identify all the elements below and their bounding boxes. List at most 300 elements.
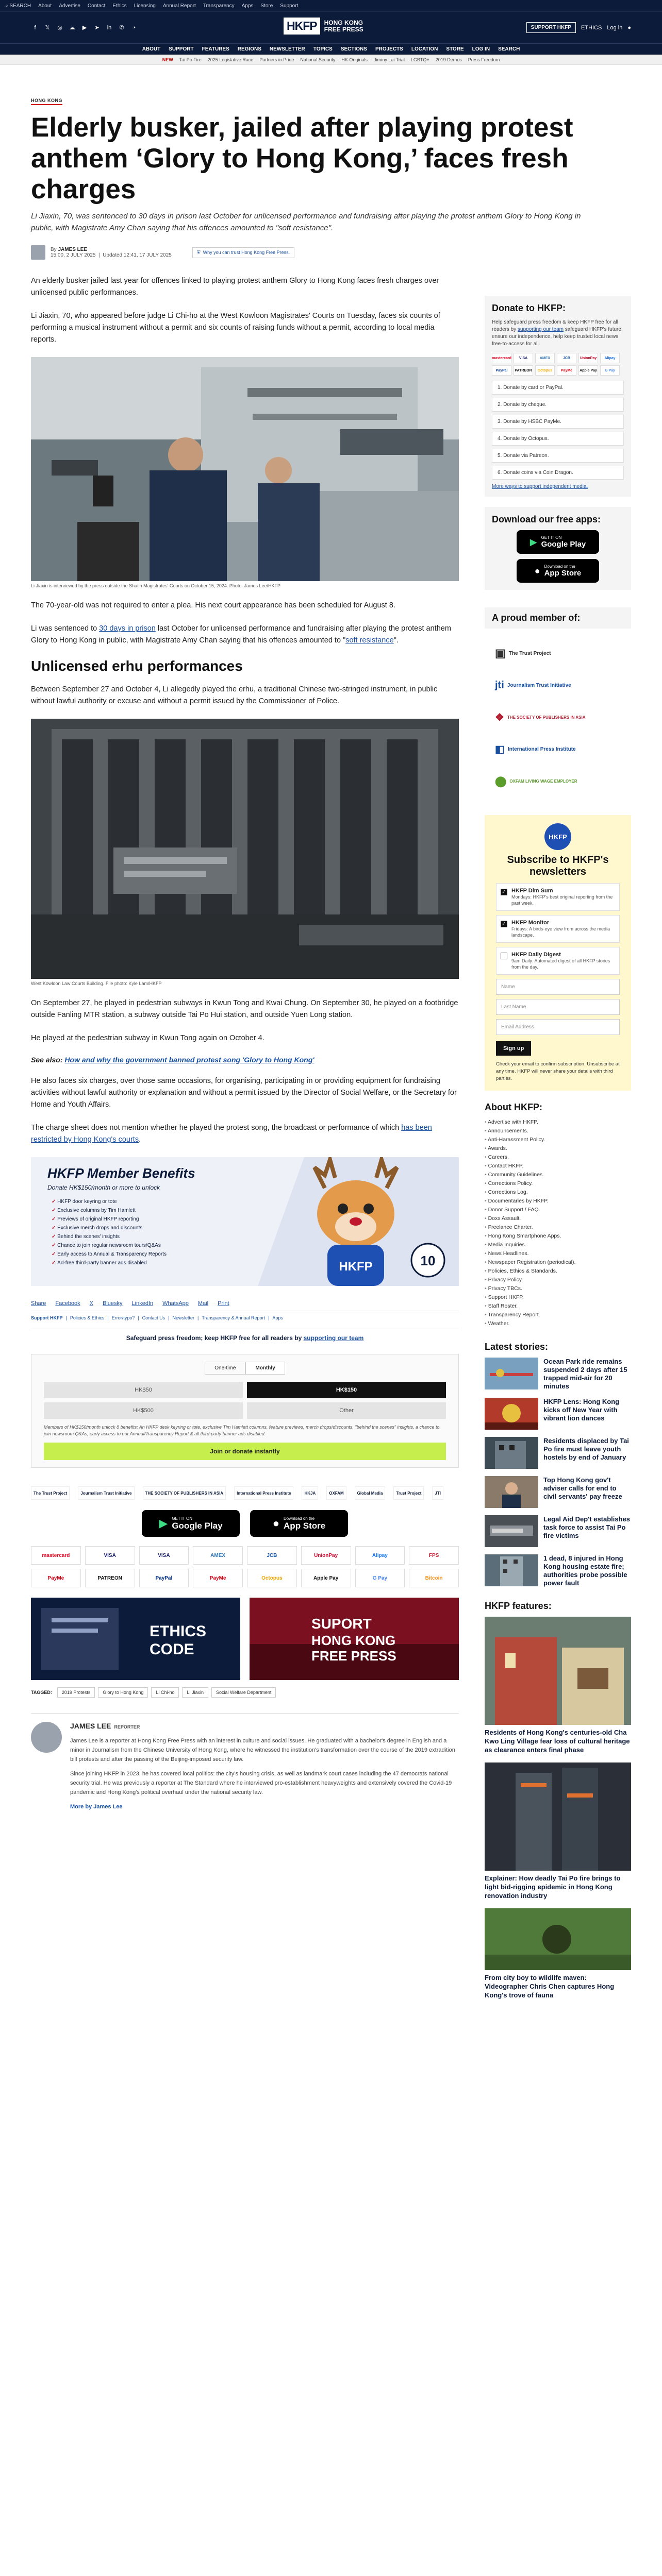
about-link[interactable]: • Community Guidelines.	[485, 1171, 631, 1179]
tags-label: TAGGED:	[31, 1690, 52, 1695]
feature-art-wildlife	[485, 1908, 631, 1970]
trust-badge[interactable]	[192, 247, 294, 258]
donate-box	[485, 296, 631, 497]
sopa-logo[interactable]: THE SOCIETY OF PUBLISHERS IN ASIA	[143, 1486, 226, 1500]
about-link[interactable]: • Anti-Harassment Policy.	[485, 1136, 631, 1144]
subnav-item[interactable]: HK Originals	[341, 57, 368, 62]
donate-option-card[interactable]: 1. Donate by card or PayPal.	[492, 381, 624, 395]
subheading: Unlicensed erhu performances	[31, 658, 243, 674]
story-thumbnail	[485, 1358, 538, 1389]
paragraph	[31, 1122, 459, 1146]
visa-icon[interactable]: VISA	[85, 1546, 135, 1565]
support-banner[interactable]	[250, 1598, 459, 1680]
join-donate-button[interactable]: Join or donate instantly	[44, 1443, 446, 1460]
share-mail[interactable]: Mail	[197, 1300, 209, 1307]
shield-icon: ⛨	[196, 249, 201, 255]
photo-caption: Li Jiaxin is interviewed by the press outside the Shatin Magistrates' Courts on October 15, 2024. Photo: James Lee/HKFP	[31, 583, 280, 588]
alipay-icon: Alipay	[600, 353, 620, 363]
oxfam-logo[interactable]	[495, 769, 621, 793]
instagram-icon[interactable]: ◎	[57, 25, 62, 31]
visa-icon: VISA	[514, 353, 533, 363]
inline-link[interactable]: 30 days in prison	[99, 624, 156, 633]
visa-icon[interactable]: VISA	[139, 1546, 189, 1565]
ipi-icon: ◧	[495, 743, 505, 755]
feature-title: Explainer: How deadly Tai Po fire brings to light bid-rigging epidemic in Hong Kong renovation industry	[485, 1874, 621, 1900]
ipi-logo[interactable]	[495, 737, 621, 761]
mascot-badge: HKFP	[339, 1260, 373, 1274]
features-title: HKFP features:	[485, 1601, 552, 1611]
as-small-text: Download on the	[544, 564, 575, 569]
trust-project-text: The Trust Project	[508, 650, 551, 656]
about-link[interactable]: • Support HKFP.	[485, 1293, 631, 1302]
article-lede: Li Jiaxin, 70, was sentenced to 30 days in prison last October for unlicensed performance and fundraising after playing the protest anthem Glory to Hong Kong in public, with Magistrate Amy Chan saying that his offences amounted to "soft resistance".	[31, 212, 581, 232]
subnav-item[interactable]: LGBTQ+	[410, 57, 429, 62]
signup-button[interactable]: Sign up	[496, 1041, 531, 1056]
about-link[interactable]: • Privacy Policy.	[485, 1276, 631, 1284]
about-link[interactable]: • Freelance Charter.	[485, 1223, 631, 1232]
about-link[interactable]: • Newspaper Registration (periodical).	[485, 1258, 631, 1267]
about-link[interactable]: • Announcements.	[485, 1127, 631, 1136]
photo-busker-interview	[31, 357, 459, 581]
trust-project-icon: ▣	[495, 647, 506, 659]
checkbox-checked[interactable]: ✓	[501, 889, 507, 895]
story-thumbnail	[485, 1437, 538, 1469]
inline-link[interactable]: soft resistance	[345, 636, 394, 645]
topbar-link-store[interactable]: Store	[260, 3, 273, 9]
banner-fp-word: FREE PRESS	[311, 1648, 396, 1664]
header-actions	[526, 22, 631, 33]
inline-link[interactable]: has been restricted by Hong Kong's courts	[31, 1124, 432, 1144]
by-label: By	[51, 247, 57, 252]
updated-date: Updated 12:41, 17 JULY 2025	[103, 252, 172, 258]
amex-icon[interactable]: AMEX	[193, 1546, 243, 1565]
feature-story[interactable]	[485, 1908, 631, 1999]
nl-option-title: HKFP Daily Digest	[511, 952, 561, 958]
text-run: .	[139, 1136, 141, 1144]
newsletter-note: Check your email to confirm subscription. Unsubscribe at any time. HKFP will never share your details with third parties.	[496, 1061, 620, 1081]
patreon-icon[interactable]: PATREON	[85, 1569, 135, 1587]
nav-projects[interactable]: PROJECTS	[375, 46, 403, 52]
about-link[interactable]: • Advertise with HKFP.	[485, 1118, 631, 1127]
apps-title: Download our free apps:	[492, 514, 601, 524]
subnav-item[interactable]: 2019 Demos	[435, 57, 462, 62]
share-print[interactable]: Print	[218, 1300, 229, 1307]
newsletter-option-dim-sum[interactable]	[496, 883, 620, 911]
about-link[interactable]: • Documentaries by HKFP.	[485, 1197, 631, 1206]
amount-other[interactable]: Other	[247, 1402, 446, 1419]
donate-text-run: safeguard HKFP's future, ensure our independence, help keep trusted local news free-to-access for all.	[492, 327, 623, 347]
tag[interactable]: Social Welfare Department	[211, 1687, 276, 1698]
jti-logo-2[interactable]: JTI	[432, 1486, 443, 1500]
trust-project-logo-2[interactable]: Trust Project	[393, 1486, 424, 1500]
newsletter-title: Subscribe to HKFP's newsletters	[507, 854, 609, 877]
about-link[interactable]: • Media Inquiries.	[485, 1241, 631, 1249]
about-link[interactable]: • Policies, Ethics & Standards.	[485, 1267, 631, 1276]
thumb-art	[485, 1398, 538, 1430]
latest-story[interactable]	[485, 1398, 631, 1430]
subnav-item[interactable]: Partners in Pride	[259, 57, 294, 62]
about-links	[485, 1118, 631, 1328]
latest-story[interactable]	[485, 1358, 631, 1391]
share-linkedin[interactable]: LinkedIn	[131, 1300, 154, 1307]
topbar-link-apps[interactable]: Apps	[241, 3, 254, 9]
logo-line1: HONG KONG	[324, 19, 363, 26]
amount-150[interactable]: HK$150	[247, 1382, 446, 1398]
subnav-item[interactable]: Press Freedom	[468, 57, 500, 62]
youtube-icon[interactable]: ▶	[82, 25, 87, 31]
login-link[interactable]: Log in	[607, 24, 623, 31]
nav-regions[interactable]: REGIONS	[237, 46, 261, 52]
payme-icon[interactable]: PayMe	[31, 1569, 81, 1587]
latest-story[interactable]	[485, 1476, 631, 1508]
more-by-author-link[interactable]: More by James Lee	[70, 1804, 123, 1810]
newsletter-link[interactable]: Newsletter	[172, 1315, 194, 1320]
ethics-link[interactable]: ETHICS	[581, 24, 602, 31]
checkbox-checked[interactable]: ✓	[501, 921, 507, 927]
article-tags	[31, 1687, 459, 1698]
google-play-icon: ▶	[159, 1517, 168, 1530]
donate-option-payme[interactable]: 3. Donate by HSBC PayMe.	[492, 415, 624, 429]
donate-option-patreon[interactable]: 5. Donate via Patreon.	[492, 449, 624, 463]
paragraph: He played at the pedestrian subway in Kwun Tong again on October 4.	[31, 1034, 264, 1042]
oxfam-icon: ⬤	[495, 775, 507, 787]
patreon-icon: PATREON	[514, 365, 533, 376]
logo-text	[324, 20, 363, 33]
about-link[interactable]: • Contact HKFP.	[485, 1162, 631, 1171]
unionpay-icon[interactable]: UnionPay	[301, 1546, 351, 1565]
promo-item: ✓ Chance to join regular newsroom tours/Q&As	[52, 1241, 167, 1250]
social-links	[31, 24, 138, 32]
transparency-link[interactable]: Transparency & Annual Report	[202, 1315, 266, 1320]
jcb-icon[interactable]: JCB	[247, 1546, 297, 1565]
trust-project-logo[interactable]	[495, 641, 621, 666]
jcb-icon: JCB	[557, 353, 576, 363]
photo-caption: West Kowloon Law Courts Building. File photo: Kyle Lam/HKFP	[31, 981, 162, 986]
tag[interactable]: Glory to Hong Kong	[98, 1687, 148, 1698]
octopus-icon[interactable]: Octopus	[247, 1569, 297, 1587]
section-label[interactable]: HONG KONG	[31, 98, 62, 105]
promo-item: ✓ Previews of original HKFP reporting	[52, 1215, 167, 1224]
hkja-logo[interactable]: HKJA	[302, 1486, 318, 1500]
payment-methods	[31, 1546, 459, 1587]
facebook-icon[interactable]: f	[34, 24, 36, 31]
support-links: Support HKFP | Policies & Ethics | Error/typo? | Contact Us | Newsletter | Transparency & Annual Report | Apps	[31, 1315, 283, 1320]
topbar-link-about[interactable]: About	[38, 3, 52, 9]
support-link[interactable]: Support HKFP	[31, 1315, 63, 1320]
author-box	[31, 1713, 459, 1811]
gp-small-text: GET IT ON	[172, 1516, 193, 1521]
member-title: A proud member of:	[485, 607, 631, 629]
app-download-buttons	[31, 1510, 459, 1537]
newsletter-box	[485, 815, 631, 1091]
tag[interactable]: 2019 Protests	[57, 1687, 95, 1698]
promo-item: ✓ Exclusive columns by Tim Hamlett	[52, 1206, 167, 1215]
sopa-logo[interactable]	[495, 705, 621, 730]
email-input[interactable]: Email Address	[496, 1019, 620, 1035]
gp-big-text: Google Play	[172, 1520, 223, 1531]
bitcoin-icon[interactable]: Bitcoin	[409, 1569, 459, 1587]
top-bar	[0, 0, 662, 11]
feature-image	[485, 1762, 631, 1871]
story-title: 1 dead, 8 injured in Hong Kong housing estate fire; authorities probe possible power fault	[543, 1554, 627, 1587]
about-link[interactable]: • Corrections Log.	[485, 1188, 631, 1197]
about-link[interactable]: • Careers.	[485, 1153, 631, 1162]
tag[interactable]: Li Jiaxin	[182, 1687, 208, 1698]
newsletter-badge: HKFP	[544, 823, 571, 850]
author-role: REPORTER	[114, 1724, 140, 1730]
sopa-icon: ❖	[495, 711, 504, 723]
newsletter-option-digest[interactable]	[496, 947, 620, 975]
promo-item: ✓ Early access to Annual & Transparency Reports	[52, 1250, 167, 1259]
feature-story[interactable]	[485, 1617, 631, 1754]
google-pay-icon[interactable]: G Pay	[355, 1569, 405, 1587]
topbar-link-support[interactable]: Support	[280, 3, 299, 9]
byline	[31, 245, 631, 260]
topbar-link-licensing[interactable]: Licensing	[134, 3, 156, 9]
donate-support-link[interactable]: supporting our team	[518, 327, 564, 332]
search-label: SEARCH	[9, 3, 31, 9]
google-play-icon: ▶	[529, 536, 537, 547]
author-link[interactable]: JAMES LEE	[58, 247, 88, 252]
trust-text: Why you can trust Hong Kong Free Press.	[203, 250, 290, 255]
banner-ethics-word: ETHICS	[150, 1623, 207, 1640]
app-store-button[interactable]	[250, 1510, 348, 1537]
donate-option-coins[interactable]: 6. Donate coins via Coin Dragon.	[492, 466, 624, 480]
text-run: last October for unlicensed performance and fundraising after playing the protest anthem Glory to Hong Kong in public, with Magistrate Amy Chan saying that his offences amounted to "	[31, 624, 451, 645]
jti-logo[interactable]: Journalism Trust Initiative	[78, 1486, 134, 1500]
subnav-item[interactable]: National Security	[300, 57, 336, 62]
paypal-icon[interactable]: PayPal	[139, 1569, 189, 1587]
nav-sections[interactable]: SECTIONS	[340, 46, 367, 52]
photo-law-courts-building	[31, 719, 459, 979]
nl-option-title: HKFP Dim Sum	[511, 888, 553, 894]
ethics-code-banner[interactable]	[31, 1598, 240, 1680]
error-link[interactable]: Error/typo?	[111, 1315, 135, 1320]
paragraph: On September 27, he played in pedestrian subways in Kwun Tong and Kwai Chung. On September 30, he played on a footbridge outside Fanling MTR station, a subway outside Tai Po Hui station, and outside Yuen Long station.	[31, 999, 458, 1019]
about-link[interactable]: • Transparency Report.	[485, 1311, 631, 1319]
share-facebook[interactable]: Facebook	[55, 1300, 80, 1307]
paragraph: He also faces six charges, over those same occasions, for organising, participating in or providing equipment for fundraising activities without lawful authority or explanation and without a permit issued by the Director of Social Welfare, or the Secretary for Home and Youth Affairs.	[31, 1077, 457, 1109]
author-bio: James Lee is a reporter at Hong Kong Free Press with an interest in culture and social issues. He graduated with a bachelor's degree in English and a minor in Journalism from the Chinese University of Hong Kong, where he witnessed the institution's transformation over the course of the 2019 extradition bill protests and after the passing of the Beijing-imposed security law.	[70, 1738, 455, 1762]
jti-text: Journalism Trust Initiative	[507, 682, 571, 688]
author-name[interactable]: JAMES LEE	[70, 1722, 111, 1730]
topbar-link-transparency[interactable]: Transparency	[203, 3, 235, 9]
unionpay-icon: UnionPay	[578, 353, 598, 363]
article-header	[0, 65, 662, 260]
telegram-icon[interactable]: ➤	[94, 25, 100, 31]
x-icon[interactable]: 𝕏	[45, 25, 50, 31]
share-bluesky[interactable]: Bluesky	[103, 1300, 123, 1307]
trust-logos	[485, 634, 631, 808]
tag[interactable]: Li Chi-ho	[151, 1687, 179, 1698]
gp-small-text: GET IT ON	[541, 535, 562, 540]
about-link[interactable]: • Donor Support / FAQ.	[485, 1206, 631, 1214]
see-also-link[interactable]: How and why the government banned protest song 'Glory to Hong Kong'	[64, 1056, 315, 1064]
donate-option-octopus[interactable]: 4. Donate by Octopus.	[492, 432, 624, 446]
jti-icon: jti	[495, 679, 504, 691]
promo-list	[52, 1197, 167, 1267]
amount-50[interactable]: HK$50	[44, 1382, 243, 1398]
trust-project-logo[interactable]: The Trust Project	[31, 1486, 70, 1500]
donate-option-cheque[interactable]: 2. Donate by cheque.	[492, 398, 624, 412]
oxfam-text: OXFAM LIVING WAGE EMPLOYER	[509, 778, 577, 784]
promo-subtitle: Donate HK$150/month or more to unlock	[47, 1184, 160, 1191]
mastercard-icon[interactable]: mastercard	[31, 1546, 81, 1565]
paragraph	[31, 623, 459, 647]
amount-500[interactable]: HK$500	[44, 1402, 243, 1419]
article-title: Elderly busker, jailed after playing protest anthem ‘Glory to Hong Kong,’ faces fresh charges	[31, 112, 573, 205]
about-link[interactable]: • Privacy TBCs.	[485, 1284, 631, 1293]
paragraph: An elderly busker jailed last year for offences linked to playing protest anthem Glory to Hong Kong faces fresh charges over unlicensed public performances.	[31, 277, 439, 297]
nav-about[interactable]: ABOUT	[142, 46, 161, 52]
app-store-button[interactable]	[517, 559, 599, 583]
more-ways-text: More ways to support independent media.	[492, 484, 588, 489]
sidebar	[485, 275, 631, 2008]
promo-title: HKFP Member Benefits	[47, 1165, 195, 1181]
latest-story[interactable]	[485, 1437, 631, 1469]
author-avatar	[31, 245, 45, 260]
latest-story[interactable]	[485, 1515, 631, 1547]
partner-logos	[31, 1486, 459, 1500]
topbar-link-ethics[interactable]: Ethics	[112, 3, 127, 9]
thumb-art	[485, 1554, 538, 1586]
google-pay-icon: G Pay	[600, 365, 620, 376]
paragraph: Li Jiaxin, 70, who appeared before judge Li Chi-ho at the West Kowloon Magistrates' Courts on Tuesday, faces six counts of performing a musical instrument without a permit and six counts of raising funds without a permit, according to local media reports.	[31, 312, 440, 344]
story-title: Top Hong Kong gov't adviser calls for end to civil servants' pay freeze	[543, 1476, 622, 1500]
google-play-button[interactable]	[517, 530, 599, 554]
nav-features[interactable]: FEATURES	[202, 46, 229, 52]
oxfam-logo[interactable]: OXFAM	[326, 1486, 346, 1500]
whatsapp-icon[interactable]: ✆	[119, 25, 124, 31]
new-badge: NEW	[162, 57, 173, 62]
banner-hk-word: HONG KONG	[311, 1633, 396, 1648]
logo-box: HKFP	[284, 18, 320, 35]
logo-line2: FREE PRESS	[324, 25, 363, 33]
anniversary-badge: 10	[420, 1253, 436, 1268]
about-link[interactable]: • Doxx Assault.	[485, 1214, 631, 1223]
share-label[interactable]: Share	[31, 1300, 46, 1307]
mastercard-icon: mastercard	[492, 353, 511, 363]
site-header	[0, 11, 662, 43]
payme-icon-2[interactable]: PayMe	[193, 1569, 243, 1587]
bluesky-icon[interactable]: ☁	[69, 25, 75, 31]
linkedin-icon[interactable]: in	[107, 24, 112, 31]
name-input[interactable]: Name	[496, 979, 620, 995]
as-big-text: App Store	[544, 569, 582, 578]
story-title: Ocean Park ride remains suspended 2 days after 15 trapped mid-air for 20 minutes	[543, 1358, 627, 1390]
author-bio: Since joining HKFP in 2023, he has covered local politics: the city's housing crisis, as well as landmark court cases including the 47 democrats national security trial. He was previously a reporter at The Standard where he interviewed pro-establishment heavyweights and extensively covered the Covid-19 pandemic and Hong Kong's political overhaul under the national security law.	[70, 1771, 452, 1795]
paragraph: Between September 27 and October 4, Li allegedly played the erhu, a traditional Chinese two-stringed instrument, in public without lawful authority or excuse and without a permit issued by the Commissioner of Police.	[31, 685, 438, 705]
promo-item: ✓ Ad-free third-party banner ads disabled	[52, 1259, 167, 1267]
apple-pay-icon[interactable]: Apple Pay	[301, 1569, 351, 1587]
deer-mascot-illustration	[258, 1157, 459, 1286]
donation-note: Members of HK$150/month unlock 8 benefits: An HKFP desk keyring or tote, exclusive Tim Hamlett columns, feature previews, merch drops/discounts, "behind the scenes" insights, a chance to join newsroom Q&As, early access to our Annual/Transparency Report & all third-party banner ads disabled.	[44, 1425, 440, 1436]
nav-location[interactable]: LOCATION	[411, 46, 438, 52]
apps-link[interactable]: Apps	[272, 1315, 283, 1320]
nl-option-title: HKFP Monitor	[511, 920, 550, 926]
about-link[interactable]: • Weather.	[485, 1319, 631, 1328]
member-benefits-promo[interactable]	[31, 1157, 459, 1286]
story-title: HKFP Lens: Hong Kong kicks off New Year with vibrant lion dances	[543, 1398, 620, 1422]
nav-topics[interactable]: TOPICS	[313, 46, 333, 52]
nav-search[interactable]: SEARCH	[498, 46, 520, 52]
ipi-logo[interactable]: International Press Institute	[234, 1486, 293, 1500]
donation-widget	[31, 1354, 459, 1468]
site-logo[interactable]	[284, 18, 363, 35]
about-link[interactable]: • Hong Kong Smartphone Apps.	[485, 1232, 631, 1241]
byline-text: By JAMES LEE 15:00, 2 JULY 2025 | Updated 12:41, 17 JULY 2025	[51, 247, 172, 258]
fps-icon[interactable]: FPS	[409, 1546, 459, 1565]
subnav-item[interactable]: Jimmy Lai Trial	[373, 57, 405, 62]
nav-newsletter[interactable]: NEWSLETTER	[269, 46, 305, 52]
story-thumbnail	[485, 1476, 538, 1508]
nl-option-desc: Mondays: HKFP's best original reporting from the past week.	[511, 894, 613, 906]
story-thumbnail	[485, 1515, 538, 1547]
contact-link[interactable]: Contact Us	[142, 1315, 166, 1320]
policies-link[interactable]: Policies & Ethics	[70, 1315, 105, 1320]
alipay-icon[interactable]: Alipay	[355, 1546, 405, 1565]
see-also-label: See also:	[31, 1056, 63, 1064]
latest-story[interactable]	[485, 1554, 631, 1587]
one-time-tab[interactable]: One-time	[205, 1362, 245, 1375]
safeguard-link[interactable]: supporting our team	[303, 1334, 364, 1342]
support-hkfp-button[interactable]: SUPPORT HKFP	[526, 22, 576, 33]
monthly-tab[interactable]: Monthly	[245, 1362, 285, 1375]
about-link[interactable]: • Corrections Policy.	[485, 1179, 631, 1188]
safeguard-text: Safeguard press freedom; keep HKFP free for all readers by	[126, 1334, 304, 1342]
promo-item: ✓ HKFP door keyring or tote	[52, 1197, 167, 1206]
about-link[interactable]: • Awards.	[485, 1144, 631, 1153]
feature-story[interactable]	[485, 1762, 631, 1900]
nav-login[interactable]: LOG IN	[472, 46, 490, 52]
topbar-link-annual-report[interactable]: Annual Report	[162, 3, 196, 9]
more-ways-link[interactable]	[492, 484, 624, 489]
global-media-logo[interactable]: Global Media	[355, 1486, 386, 1500]
text-run: ".	[393, 636, 399, 645]
banner-support-word: SUPORT	[311, 1616, 372, 1632]
about-link[interactable]: • Staff Roster.	[485, 1302, 631, 1311]
subnav-item[interactable]: Tai Po Fire	[179, 57, 202, 62]
feature-title: From city boy to wildlife maven: Videographer Chris Chen captures Hong Kong's trove of fauna	[485, 1974, 615, 1999]
topbar-link-advertise[interactable]: Advertise	[59, 3, 80, 9]
sopa-text: THE SOCIETY OF PUBLISHERS IN ASIA	[507, 715, 586, 720]
share-bar	[31, 1300, 459, 1311]
story-thumbnail	[485, 1554, 538, 1586]
safeguard-banner	[31, 1329, 459, 1347]
jti-logo[interactable]	[495, 673, 621, 698]
nl-option-desc: 9am Daily: Automated digest of all HKFP stories from the day.	[511, 958, 610, 970]
share-whatsapp[interactable]: WhatsApp	[162, 1300, 189, 1307]
nav-store[interactable]: STORE	[446, 46, 464, 52]
rss-icon[interactable]: ◔	[132, 24, 136, 31]
newsletter-option-monitor[interactable]	[496, 915, 620, 943]
search-link[interactable]: ⌕ SEARCH	[5, 3, 31, 9]
article-body	[31, 275, 459, 2008]
checkbox-unchecked[interactable]	[501, 953, 507, 959]
membership-box	[485, 600, 631, 815]
nav-support[interactable]: SUPPORT	[169, 46, 194, 52]
ethics-banner-art	[31, 1598, 240, 1680]
topbar-link-contact[interactable]: Contact	[87, 3, 106, 9]
last-name-input[interactable]: Last Name	[496, 999, 620, 1015]
account-icon[interactable]: ●	[627, 24, 631, 31]
subnav-item[interactable]: 2025 Legislative Race	[207, 57, 254, 62]
sidebar-payment-icons	[492, 353, 624, 376]
share-x[interactable]: X	[89, 1300, 94, 1307]
google-play-button[interactable]	[142, 1510, 240, 1537]
about-link[interactable]: • News Headlines.	[485, 1249, 631, 1258]
paragraph: The 70-year-old was not required to enter a plea. His next court appearance has been scheduled for August 8.	[31, 601, 395, 609]
